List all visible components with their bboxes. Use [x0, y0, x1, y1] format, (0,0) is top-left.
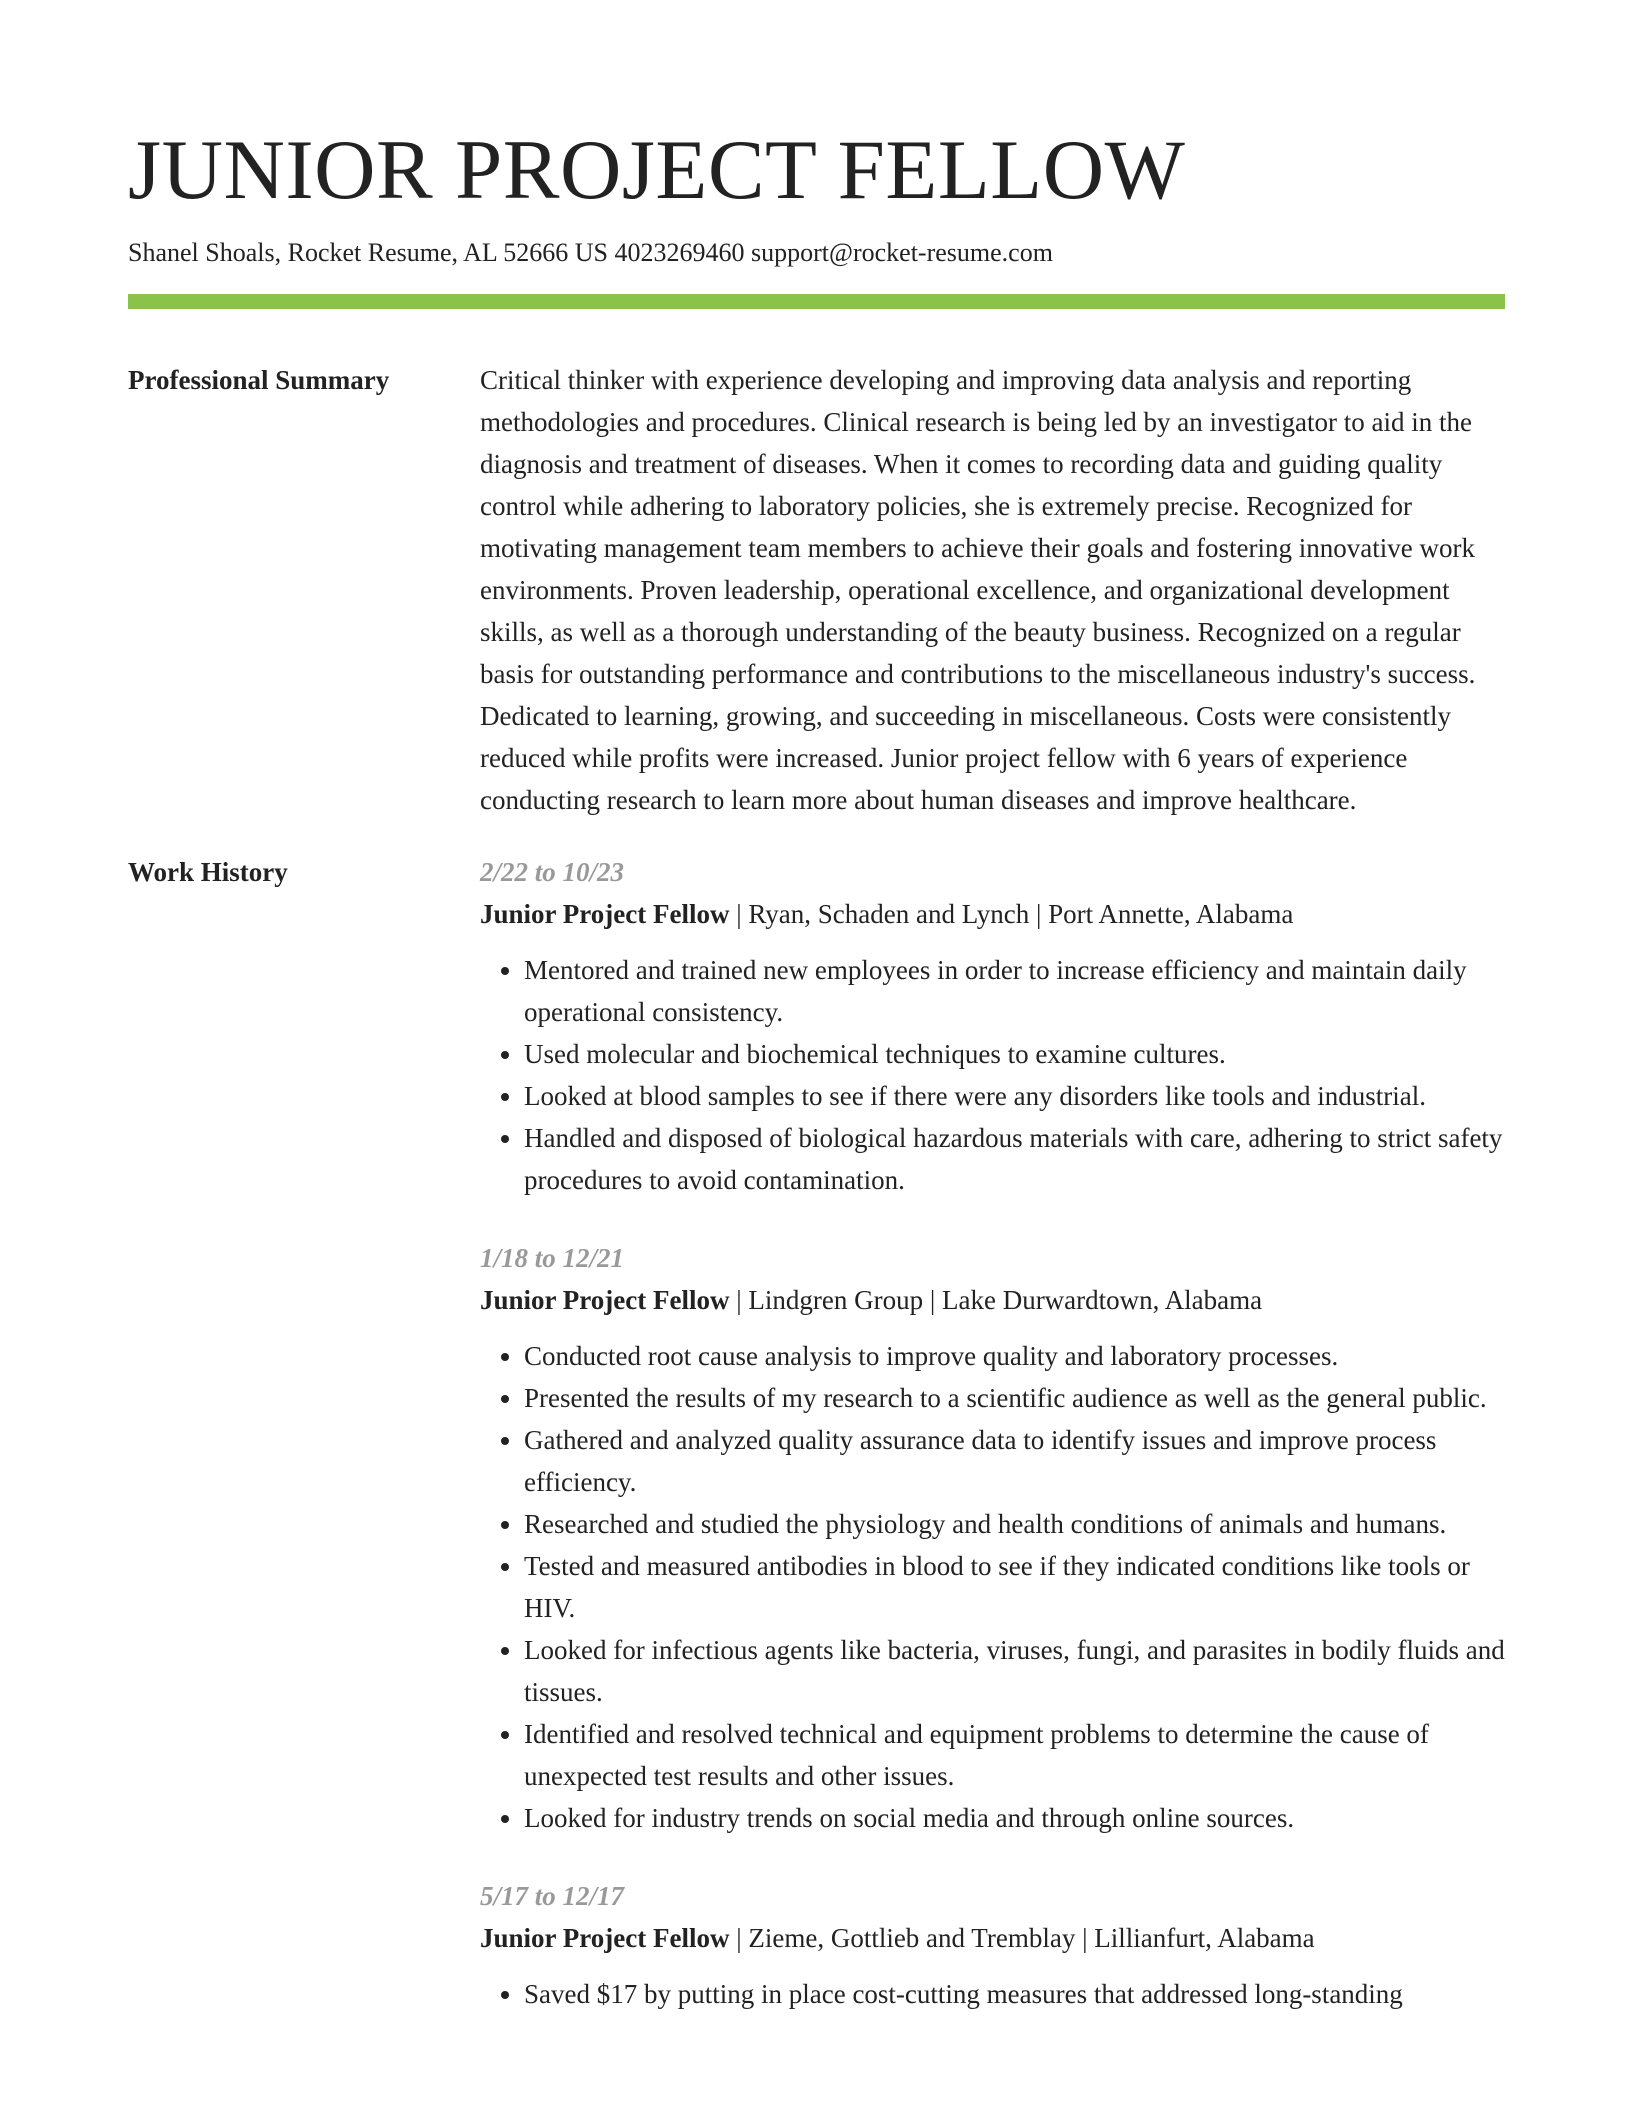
job-title-line	[480, 1917, 1505, 1959]
job-bullet: • Used molecular and biochemical techniques to examine cultures.	[524, 1033, 1505, 1075]
job-title-line	[480, 893, 1505, 935]
job-dates: 2/22 to 10/23	[480, 857, 625, 887]
job-bullet: • Identified and resolved technical and equipment problems to determine the cause of unexpected test results and other issues.	[524, 1713, 1505, 1797]
job-separator: |	[729, 899, 749, 929]
job-bullet-list	[480, 1973, 1505, 2015]
job-dates: 1/18 to 12/21	[480, 1243, 625, 1273]
job-bullet: • Looked for industry trends on social media and through online sources.	[524, 1797, 1505, 1839]
job-bullet-list	[480, 949, 1505, 1201]
job-bullet: • Mentored and trained new employees in order to increase efficiency and maintain daily operational consistency.	[524, 949, 1505, 1033]
job-entry-3	[480, 1875, 1505, 2015]
job-title-line	[480, 1279, 1505, 1321]
job-company: Ryan, Schaden and Lynch	[748, 899, 1030, 929]
section-label-summary: Professional Summary	[128, 365, 390, 395]
job-bullet: • Researched and studied the physiology and health conditions of animals and humans.	[524, 1503, 1505, 1545]
job-separator: |	[1075, 1923, 1095, 1953]
job-bullet: • Saved $17 by putting in place cost-cutting measures that addressed long-standing	[524, 1973, 1505, 2015]
job-bullet-list	[480, 1335, 1505, 1839]
work-history-section	[128, 851, 1505, 2051]
job-location: Lake Durwardtown, Alabama	[941, 1285, 1263, 1315]
section-label-work: Work History	[128, 857, 288, 887]
job-location: Port Annette, Alabama	[1048, 899, 1294, 929]
job-bullet: • Conducted root cause analysis to improve quality and laboratory processes.	[524, 1335, 1505, 1377]
summary-body	[480, 359, 1505, 821]
job-company: Zieme, Gottlieb and Tremblay	[748, 1923, 1076, 1953]
jobs-list	[480, 851, 1505, 2051]
summary-text: Critical thinker with experience developing and improving data analysis and reporting methodologies and procedures. Clinical research is being led by an investigator to aid in the diagnosis and treatment of diseases. When it comes to recording data and guiding quality control while adhering to laboratory policies, she is extremely precise. Recognized for motivating management team members to achieve their goals and fostering innovative work environments. Proven leadership, operational excellence, and organizational development skills, as well as a thorough understanding of the beauty business. Recognized on a regular basis for outstanding performance and contributions to the miscellaneous industry's success. Dedicated to learning, growing, and succeeding in miscellaneous. Costs were consistently reduced while profits were increased. Junior project fellow with 6 years of experience conducting research to learn more about human diseases and improve healthcare.	[480, 365, 1476, 815]
resume-header	[128, 0, 1505, 309]
contact-line: Shanel Shoals, Rocket Resume, AL 52666 US 4023269460 support@rocket-resume.com	[128, 238, 1053, 267]
job-title: Junior Project Fellow	[480, 899, 730, 929]
job-separator: |	[729, 1285, 749, 1315]
accent-divider	[128, 294, 1505, 309]
job-separator: |	[729, 1923, 749, 1953]
resume-page	[128, 0, 1505, 2051]
job-title: Junior Project Fellow	[480, 1923, 730, 1953]
job-bullet: • Gathered and analyzed quality assurance data to identify issues and improve process efficiency.	[524, 1419, 1505, 1503]
job-bullet: • Looked for infectious agents like bacteria, viruses, fungi, and parasites in bodily fluids and tissues.	[524, 1629, 1505, 1713]
job-bullet: • Presented the results of my research to a scientific audience as well as the general public.	[524, 1377, 1505, 1419]
job-separator: |	[1029, 899, 1049, 929]
job-bullet: • Looked at blood samples to see if there were any disorders like tools and industrial.	[524, 1075, 1505, 1117]
resume-title: JUNIOR PROJECT FELLOW	[128, 123, 1186, 217]
job-separator: |	[923, 1285, 942, 1315]
job-bullet: • Handled and disposed of biological hazardous materials with care, adhering to strict safety procedures to avoid contamination.	[524, 1117, 1505, 1201]
job-entry-2	[480, 1237, 1505, 1839]
professional-summary-section	[128, 359, 1505, 821]
job-bullet: • Tested and measured antibodies in blood to see if they indicated conditions like tools or HIV.	[524, 1545, 1505, 1629]
job-title: Junior Project Fellow	[480, 1285, 730, 1315]
job-entry-1	[480, 851, 1505, 1201]
job-dates: 5/17 to 12/17	[480, 1881, 625, 1911]
job-company: Lindgren Group	[748, 1285, 924, 1315]
job-location: Lillianfurt, Alabama	[1094, 1923, 1315, 1953]
